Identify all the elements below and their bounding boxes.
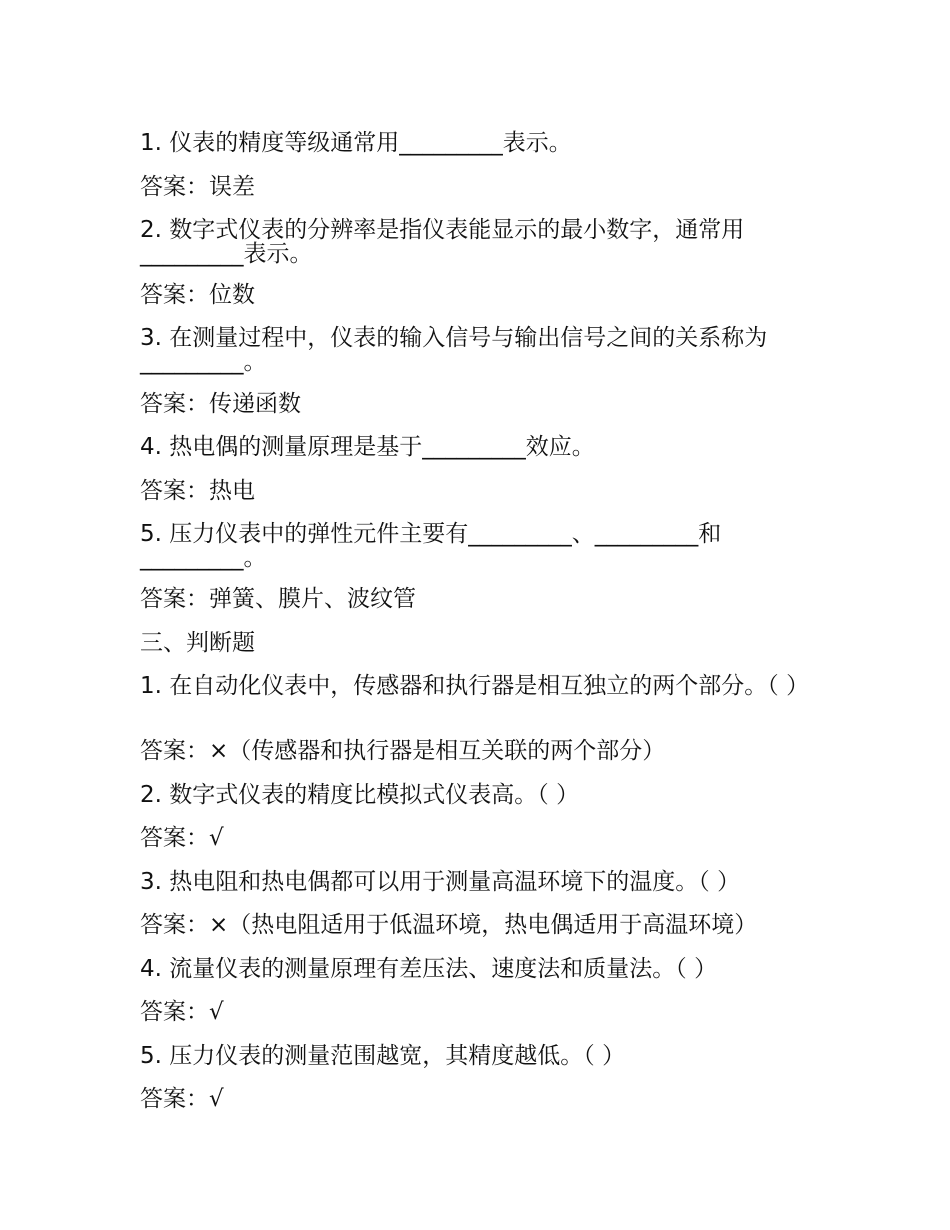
true-false-question-2: 2. 数字式仪表的精度比模拟式仪表高。（ ） [140,782,580,808]
true-false-question-1: 1. 在自动化仪表中，传感器和执行器是相互独立的两个部分。（ ） [140,673,810,699]
fill-blank-question-2: 2. 数字式仪表的分辨率是指仪表能显示的最小数字，通常用_________表示。 [140,217,745,267]
fill-blank-question-4: 4. 热电偶的测量原理是基于_________效应。 [140,434,595,460]
fill-blank-question-1: 1. 仪表的精度等级通常用_________表示。 [140,130,572,156]
true-false-answer-4: 答案：√ [140,999,224,1025]
fill-blank-answer-1: 答案：误差 [140,174,255,200]
true-false-question-5: 5. 压力仪表的测量范围越宽，其精度越低。（ ） [140,1043,626,1069]
true-false-answer-3: 答案：×（热电阻适用于低温环境，热电偶适用于高温环境） [140,912,758,938]
true-false-question-4: 4. 流量仪表的测量原理有差压法、速度法和质量法。（ ） [140,956,718,982]
true-false-answer-5: 答案：√ [140,1086,224,1112]
section-title: 三、判断题 [140,630,255,656]
fill-blank-answer-2: 答案：位数 [140,282,255,308]
true-false-answer-1: 答案：×（传感器和执行器是相互关联的两个部分） [140,738,666,764]
fill-blank-answer-3: 答案：传递函数 [140,391,301,417]
fill-blank-question-3: 3. 在测量过程中，仪表的输入信号与输出信号之间的关系称为_________。 [140,325,768,375]
true-false-question-3: 3. 热电阻和热电偶都可以用于测量高温环境下的温度。（ ） [140,869,741,895]
fill-blank-answer-4: 答案：热电 [140,478,255,504]
fill-blank-answer-5: 答案：弹簧、膜片、波纹管 [140,586,416,612]
fill-blank-question-5: 5. 压力仪表中的弹性元件主要有_________、_________和_________。 [140,521,722,571]
true-false-answer-2: 答案：√ [140,825,224,851]
